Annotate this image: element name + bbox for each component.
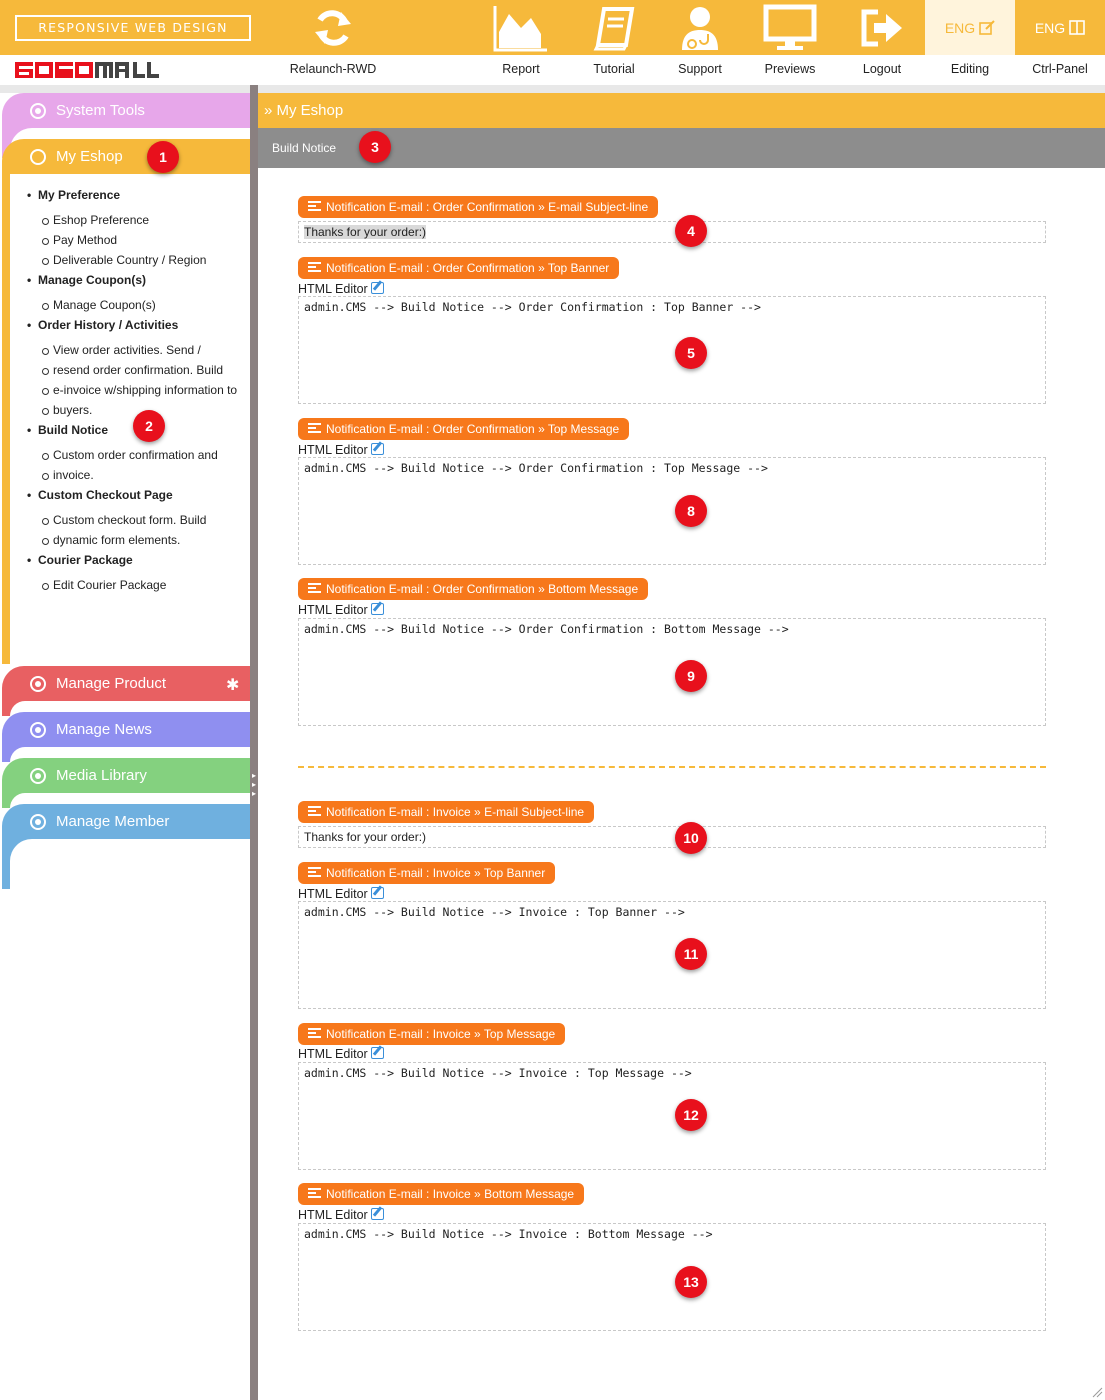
menu-build-notice[interactable]: • Build Notice xyxy=(38,423,108,437)
responsive-web-design-badge[interactable]: RESPONSIVE WEB DESIGN xyxy=(15,15,251,41)
section-label[interactable] xyxy=(298,196,658,218)
annotation-badge: 8 xyxy=(675,495,707,527)
nav-previews-link[interactable]: Previews xyxy=(764,62,816,76)
gear-icon[interactable]: ✱ xyxy=(226,677,240,694)
menu-order-history-sub-line[interactable]: e-invoice w/shipping information to xyxy=(53,380,237,400)
menu-pay-method[interactable]: Pay Method xyxy=(53,230,117,250)
ring-icon xyxy=(30,149,46,165)
menu-deliverable-country[interactable]: Deliverable Country / Region xyxy=(53,250,206,270)
previews-icon[interactable] xyxy=(760,0,820,55)
annotation-badge: 3 xyxy=(359,131,391,163)
edit-icon[interactable] xyxy=(371,603,384,615)
ctrl-panel-language-label: ENG xyxy=(1034,19,1066,36)
menu-my-preference[interactable]: • My Preference xyxy=(38,188,120,202)
top-bar xyxy=(0,0,1105,55)
menu-order-history-sub-line[interactable]: buyers. xyxy=(53,400,92,420)
sidebar-item-manage-product[interactable] xyxy=(2,666,250,701)
html-editor-label: HTML Editor xyxy=(298,603,368,617)
edit-icon[interactable] xyxy=(371,1047,384,1059)
html-editor-area[interactable]: admin.CMS --> Build Notice --> Order Confirmation : Top Message --> xyxy=(298,457,1046,565)
list-icon xyxy=(308,201,321,212)
editing-language-label: ENG xyxy=(944,19,976,36)
relaunch-icon[interactable] xyxy=(303,0,363,55)
collapse-arrow-icon[interactable]: ▸ ▸ ▸ xyxy=(251,771,256,798)
nav-tutorial-link[interactable]: Tutorial xyxy=(593,62,635,76)
section-label[interactable] xyxy=(298,862,555,884)
page-title: Build Notice xyxy=(258,128,1105,168)
sidebar-item-label: Manage News xyxy=(56,721,152,738)
menu-manage-coupons[interactable]: • Manage Coupon(s) xyxy=(38,273,146,287)
section-label[interactable] xyxy=(298,257,619,279)
list-icon xyxy=(308,262,321,273)
menu-custom-checkout[interactable]: • Custom Checkout Page xyxy=(38,488,173,502)
html-editor-area[interactable]: admin.CMS --> Build Notice --> Invoice : Top Banner --> xyxy=(298,901,1046,1009)
edit-icon[interactable] xyxy=(371,443,384,455)
section-label-text: Notification E-mail : Invoice » E-mail Subject-line xyxy=(326,805,585,819)
list-icon xyxy=(308,1028,321,1039)
section-label[interactable] xyxy=(298,418,629,440)
ring-icon xyxy=(30,676,46,692)
edit-icon[interactable] xyxy=(371,1208,384,1220)
annotation-badge: 12 xyxy=(675,1099,707,1131)
report-icon[interactable] xyxy=(490,0,550,55)
subject-line-input[interactable] xyxy=(298,826,1046,848)
sidebar-divider[interactable] xyxy=(250,85,258,1400)
logout-icon[interactable] xyxy=(851,0,911,55)
sidebar-item-label: System Tools xyxy=(56,102,145,119)
html-editor-area[interactable]: admin.CMS --> Build Notice --> Invoice : Top Message --> xyxy=(298,1062,1046,1170)
html-editor-link[interactable] xyxy=(298,602,384,617)
sidebar-item-media-library[interactable] xyxy=(2,758,250,793)
annotation-badge: 5 xyxy=(675,337,707,369)
section-label-text: Notification E-mail : Order Confirmation » Bottom Message xyxy=(326,582,639,596)
breadcrumb: » My Eshop xyxy=(258,93,1105,128)
sidebar-item-manage-news[interactable] xyxy=(2,712,250,747)
html-editor-link[interactable] xyxy=(298,1207,384,1222)
section-label-text: Notification E-mail : Invoice » Top Banner xyxy=(326,866,546,880)
section-label-text: Notification E-mail : Invoice » Bottom Message xyxy=(326,1187,575,1201)
sidebar-item-label: Manage Product xyxy=(56,675,167,692)
menu-eshop-preference[interactable]: Eshop Preference xyxy=(53,210,149,230)
menu-order-history-sub[interactable]: View order activities. Send / xyxy=(53,340,201,360)
nav-logout-link[interactable]: Logout xyxy=(862,62,902,76)
annotation-badge: 1 xyxy=(147,141,179,173)
sidebar-item-label: Manage Member xyxy=(56,813,170,830)
html-editor-label: HTML Editor xyxy=(298,1047,368,1061)
annotation-badge: 2 xyxy=(133,410,165,442)
edit-icon xyxy=(979,20,995,35)
html-editor-link[interactable] xyxy=(298,442,384,457)
section-divider xyxy=(298,766,1046,768)
menu-manage-coupons-sub[interactable]: Manage Coupon(s) xyxy=(53,295,156,315)
annotation-badge: 9 xyxy=(675,660,707,692)
html-editor-label: HTML Editor xyxy=(298,1208,368,1222)
html-editor-label: HTML Editor xyxy=(298,282,368,296)
html-editor-area[interactable]: admin.CMS --> Build Notice --> Order Confirmation : Top Banner --> xyxy=(298,296,1046,404)
annotation-badge: 4 xyxy=(675,215,707,247)
edit-icon[interactable] xyxy=(371,282,384,294)
panel-icon xyxy=(1069,20,1085,35)
html-editor-label: HTML Editor xyxy=(298,887,368,901)
ring-icon xyxy=(30,722,46,738)
gotomall-logo[interactable] xyxy=(15,61,163,79)
annotation-badge: 13 xyxy=(675,1266,707,1298)
section-label-text: Notification E-mail : Order Confirmation » Top Message xyxy=(326,422,620,436)
html-editor-link[interactable] xyxy=(298,886,384,901)
sidebar-item-system-tools[interactable] xyxy=(2,93,250,128)
nav-ctrl-panel-link[interactable]: Ctrl-Panel xyxy=(1032,62,1088,76)
subject-line-text: Thanks for your order:) xyxy=(304,225,427,239)
sidebar-item-label: Media Library xyxy=(56,767,147,784)
menu-order-history-sub-line[interactable]: resend order confirmation. Build xyxy=(53,360,223,380)
support-icon[interactable] xyxy=(670,0,730,55)
editing-language-button[interactable] xyxy=(925,0,1015,55)
header-separator xyxy=(0,85,1105,93)
nav-support-link[interactable]: Support xyxy=(678,62,722,76)
nav-editing-link[interactable]: Editing xyxy=(950,62,990,76)
list-icon xyxy=(308,867,321,878)
ring-icon xyxy=(30,103,46,119)
annotation-badge: 11 xyxy=(675,938,707,970)
menu-custom-checkout-sub-line[interactable]: dynamic form elements. xyxy=(53,530,180,550)
menu-build-notice-sub-line[interactable]: invoice. xyxy=(53,465,94,485)
subject-line-input[interactable] xyxy=(298,221,1046,243)
list-icon xyxy=(308,806,321,817)
html-editor-area[interactable]: admin.CMS --> Build Notice --> Invoice : Bottom Message --> xyxy=(298,1223,1046,1331)
nav-relaunch-link[interactable]: Relaunch-RWD xyxy=(289,62,377,76)
ring-icon xyxy=(30,768,46,784)
list-icon xyxy=(308,583,321,594)
menu-edit-courier-package[interactable]: Edit Courier Package xyxy=(53,575,166,595)
menu-courier-package[interactable]: • Courier Package xyxy=(38,553,133,567)
list-icon xyxy=(308,1188,321,1199)
html-editor-link[interactable] xyxy=(298,1046,384,1061)
nav-label-row xyxy=(0,55,1105,85)
edit-icon[interactable] xyxy=(371,887,384,899)
html-editor-label: HTML Editor xyxy=(298,443,368,457)
resize-grip-icon[interactable] xyxy=(1091,1386,1103,1398)
sidebar-item-manage-member[interactable] xyxy=(2,804,250,839)
html-editor-link[interactable] xyxy=(298,281,384,296)
section-label[interactable] xyxy=(298,801,594,823)
section-label[interactable] xyxy=(298,1023,565,1045)
menu-order-history[interactable]: • Order History / Activities xyxy=(38,318,178,332)
section-label[interactable] xyxy=(298,578,648,600)
menu-custom-checkout-sub[interactable]: Custom checkout form. Build xyxy=(53,510,206,530)
manage-member-gap xyxy=(10,839,250,889)
annotation-badge: 10 xyxy=(675,822,707,854)
sidebar-item-label: My Eshop xyxy=(56,148,123,165)
ring-icon xyxy=(30,814,46,830)
subject-line-text: Thanks for your order:) xyxy=(304,830,427,844)
sidebar-item-my-eshop[interactable] xyxy=(2,139,250,174)
section-label-text: Notification E-mail : Invoice » Top Message xyxy=(326,1027,556,1041)
section-label[interactable] xyxy=(298,1183,584,1205)
section-label-text: Notification E-mail : Order Confirmation » Top Banner xyxy=(326,261,610,275)
list-icon xyxy=(308,423,321,434)
section-label-text: Notification E-mail : Order Confirmation » E-mail Subject-line xyxy=(326,200,649,214)
html-editor-area[interactable]: admin.CMS --> Build Notice --> Order Confirmation : Bottom Message --> xyxy=(298,618,1046,726)
ctrl-panel-language-button[interactable] xyxy=(1015,0,1105,55)
menu-build-notice-sub[interactable]: Custom order confirmation and xyxy=(53,445,218,465)
tutorial-icon[interactable] xyxy=(585,0,645,55)
nav-report-link[interactable]: Report xyxy=(502,62,540,76)
